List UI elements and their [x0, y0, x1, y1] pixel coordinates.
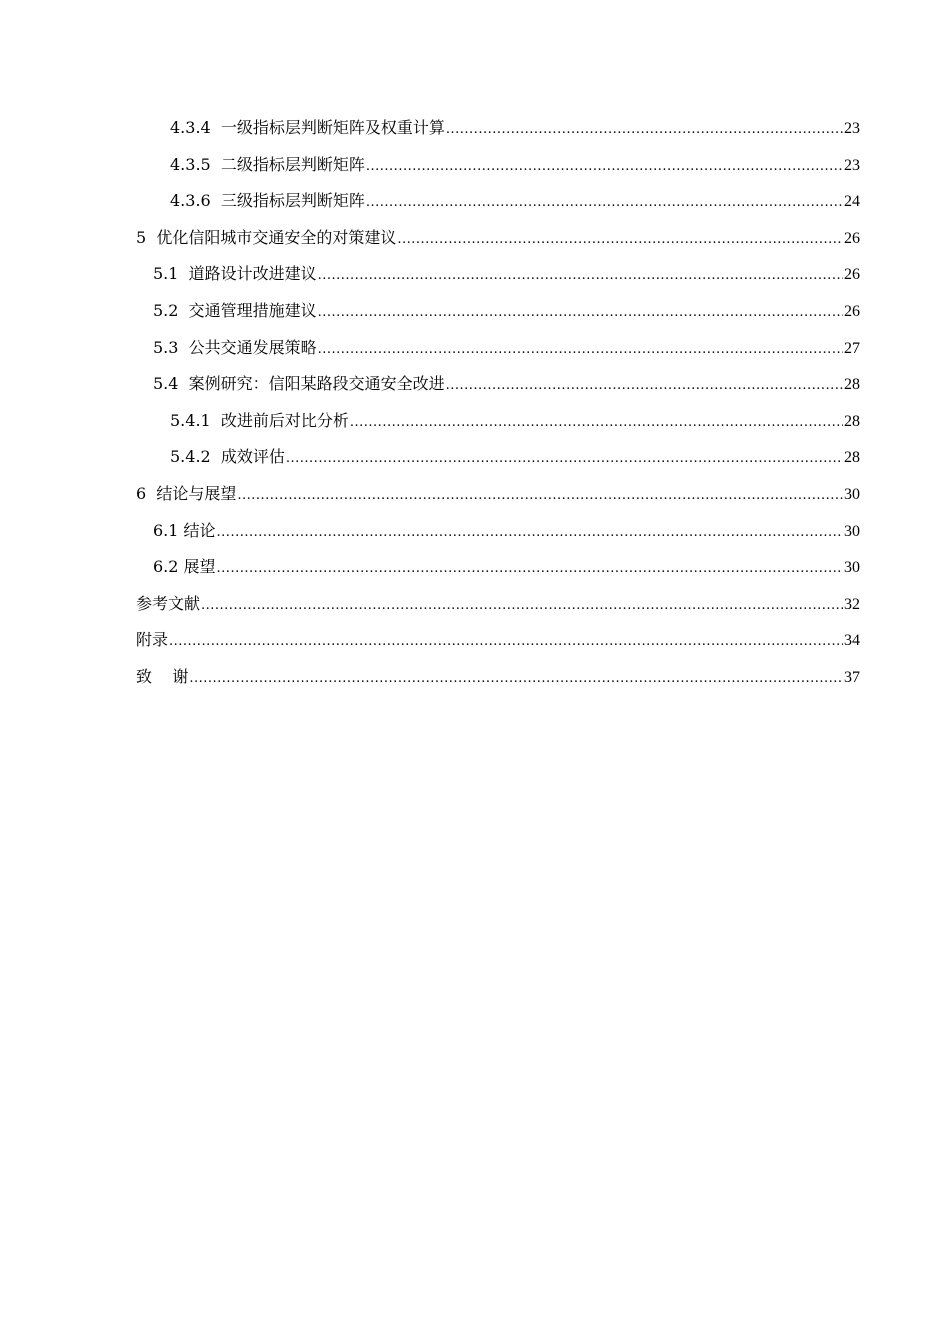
toc-entry-page-number: 26: [844, 229, 860, 247]
toc-entry[interactable]: [136, 330, 860, 367]
toc-entry-page-number: 30: [844, 522, 860, 540]
toc-dot-leader: [318, 295, 843, 332]
toc-entry-page-number: 37: [844, 668, 860, 686]
toc-entry-page-number: 27: [844, 339, 860, 357]
toc-dot-leader: [217, 515, 843, 552]
toc-entry[interactable]: [136, 220, 860, 257]
toc-entry[interactable]: [136, 586, 860, 623]
toc-entry-title: 参考文献: [136, 593, 201, 613]
toc-entry-page-number: 26: [844, 266, 860, 284]
toc-entry-title: 6.2 展望: [153, 557, 216, 577]
toc-entry[interactable]: [136, 476, 860, 513]
toc-entry[interactable]: [136, 366, 860, 403]
toc-entry[interactable]: [136, 549, 860, 586]
toc-entry-title: 5.1 道路设计改进建议: [153, 264, 317, 284]
toc-entry[interactable]: [136, 183, 860, 220]
toc-entry-page-number: 28: [844, 412, 860, 430]
toc-dot-leader: [318, 332, 843, 369]
toc-entry-title: 5.4 案例研究：信阳某路段交通安全改进: [153, 374, 445, 394]
toc-entry-title: 5.4.2 成效评估: [170, 447, 285, 467]
toc-dot-leader: [217, 551, 843, 588]
toc-entry-title: 5.2 交通管理措施建议: [153, 300, 317, 320]
toc-dot-leader: [397, 222, 843, 259]
toc-entry[interactable]: [136, 513, 860, 550]
toc-dot-leader: [318, 258, 843, 295]
toc-entry-page-number: 28: [844, 449, 860, 467]
toc-dot-leader: [366, 149, 843, 186]
toc-entry-page-number: 28: [844, 376, 860, 394]
toc-entry-page-number: 26: [844, 302, 860, 320]
toc-entry-title: 附录: [136, 630, 169, 650]
toc-entry[interactable]: [136, 403, 860, 440]
toc-dot-leader: [201, 588, 843, 625]
toc-entry[interactable]: [136, 147, 860, 184]
toc-dot-leader: [446, 368, 843, 405]
toc-entry-title: 5.3 公共交通发展策略: [153, 337, 317, 357]
toc-entry-title: 6 结论与展望: [136, 483, 237, 503]
toc-entry-title: 5.4.1 改进前后对比分析: [170, 410, 349, 430]
toc-dot-leader: [237, 478, 843, 515]
toc-dot-leader: [350, 405, 843, 442]
toc-dot-leader: [169, 624, 843, 661]
toc-entry[interactable]: [136, 110, 860, 147]
toc-entry[interactable]: [136, 256, 860, 293]
toc-entry-page-number: 30: [844, 485, 860, 503]
toc-entry[interactable]: [136, 659, 860, 696]
toc-entry[interactable]: [136, 293, 860, 330]
toc-entry-title: 4.3.6 三级指标层判断矩阵: [170, 191, 365, 211]
toc-entry-page-number: 24: [844, 193, 860, 211]
toc-entry[interactable]: [136, 622, 860, 659]
toc-entry-title: 致 谢: [136, 666, 189, 686]
toc-entry-page-number: 23: [844, 120, 860, 137]
toc-entry-page-number: 30: [844, 559, 860, 577]
toc-entry-title: 4.3.5 二级指标层判断矩阵: [170, 154, 365, 174]
toc-dot-leader: [446, 112, 843, 149]
toc-entry[interactable]: [136, 439, 860, 476]
toc-entry-title: 5 优化信阳城市交通安全的对策建议: [136, 227, 397, 247]
toc-entry-page-number: 34: [844, 632, 860, 650]
toc-dot-leader: [366, 185, 843, 222]
toc-dot-leader: [286, 441, 843, 478]
toc-dot-leader: [189, 661, 843, 698]
toc-entry-page-number: 23: [844, 156, 860, 174]
table-of-contents: [136, 110, 860, 696]
toc-entry-page-number: 32: [844, 595, 860, 613]
toc-entry-title: 6.1 结论: [153, 520, 216, 540]
toc-entry-title: 4.3.4 一级指标层判断矩阵及权重计算: [170, 118, 445, 137]
